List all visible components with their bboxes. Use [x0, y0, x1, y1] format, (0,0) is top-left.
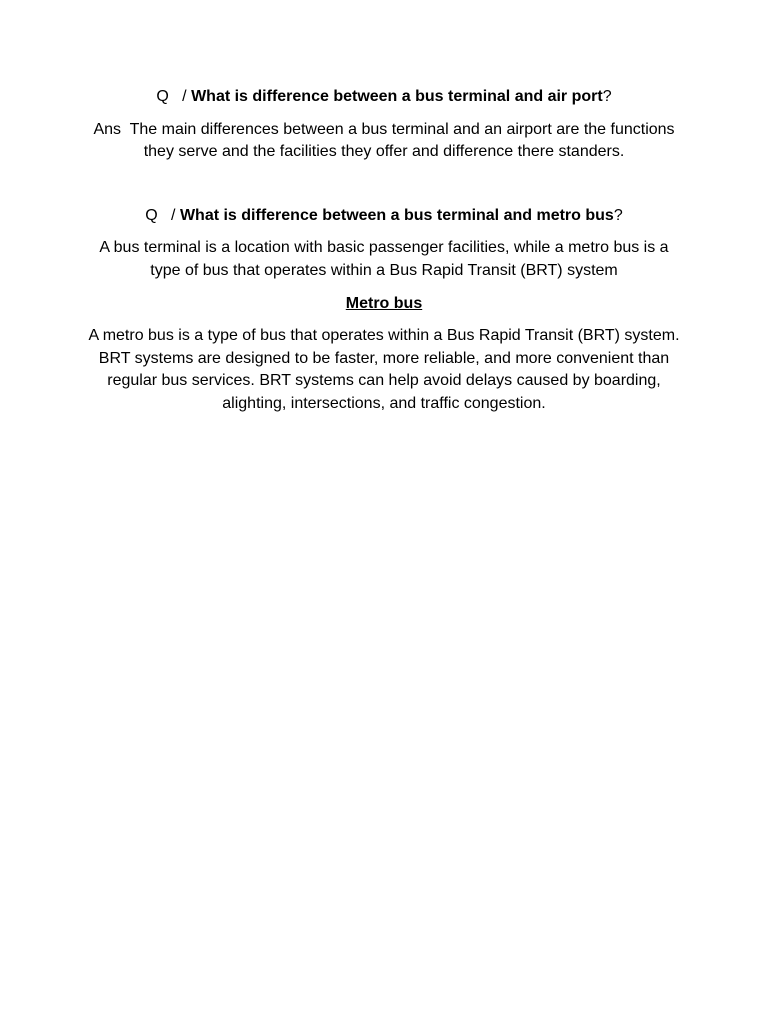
question-2-prefix: Q / — [145, 206, 180, 224]
section-heading — [84, 293, 684, 316]
answer-1: Ans The main differences between a bus terminal and an airport are the functions they serve and the facilities they offer and difference there standers. — [93, 120, 679, 161]
question-1 — [84, 86, 684, 109]
question-1-text: What is difference between a bus terminal and air port — [191, 88, 603, 105]
answer-2: A bus terminal is a location with basic passenger facilities, while a metro bus is a type of bus that operates within a Bus Rapid Transit (BRT) system — [99, 239, 674, 279]
question-1-suffix: ? — [602, 88, 612, 105]
question-2-suffix: ? — [613, 206, 623, 224]
question-2-text: What is difference between a bus terminal and metro bus — [179, 206, 614, 224]
section-heading-text: Metro bus — [345, 294, 423, 312]
question-2 — [84, 205, 684, 228]
metro-bus-paragraph: A metro bus is a type of bus that operates within a Bus Rapid Transit (BRT) system. BRT systems are designed to be faster, more reliable, and more convenient than regular bus services. BRT systems can help avoid delays caused by boarding, alighting, intersections, and traffic congestion. — [88, 327, 684, 412]
document-body — [84, 86, 684, 416]
question-1-prefix: Q / — [156, 88, 192, 105]
